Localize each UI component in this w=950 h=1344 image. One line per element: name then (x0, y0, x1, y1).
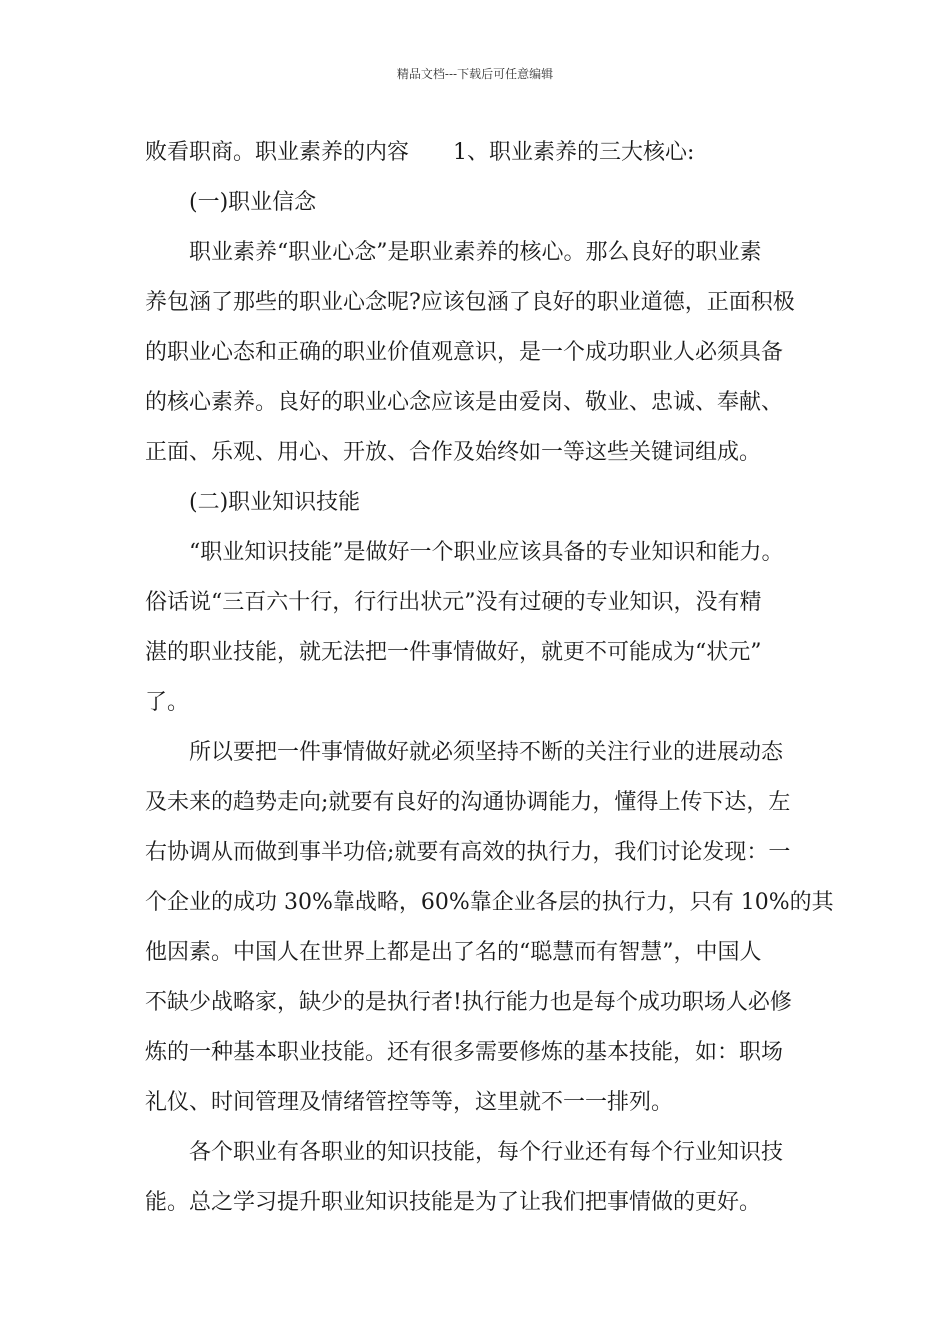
document-body (145, 128, 834, 1228)
paragraph-line: 各个职业有各职业的知识技能，每个行业还有每个行业知识技 (189, 1140, 784, 1165)
section-heading: (二)职业知识技能 (189, 490, 361, 515)
paragraph-line: 炼的一种基本职业技能。还有很多需要修炼的基本技能，如：职场 (145, 1040, 784, 1065)
paragraph-line: 右协调从而做到事半功倍;就要有高效的执行力，我们讨论发现：一 (145, 840, 791, 865)
paragraph-line: 个企业的成功 30%靠战略，60%靠企业各层的执行力，只有 10%的其 (145, 890, 834, 915)
paragraph-line: “职业知识技能”是做好一个职业应该具备的专业知识和能力。 (189, 540, 784, 565)
paragraph-line: 正面、乐观、用心、开放、合作及始终如一等这些关键词组成。 (145, 440, 762, 465)
text-segment: 1、职业素养的三大核心: (453, 140, 695, 165)
paragraph-line: 了。 (145, 690, 190, 715)
paragraph-line: 的核心素养。良好的职业心念应该是由爱岗、敬业、忠诚、奉献、 (145, 390, 784, 415)
paragraph-line: 不缺少战略家，缺少的是执行者!执行能力也是每个成功职场人必修 (145, 990, 792, 1015)
paragraph-line: 俗话说“三百六十行，行行出状元”没有过硬的专业知识，没有精 (145, 590, 762, 615)
paragraph-line: 养包涵了那些的职业心念呢?应该包涵了良好的职业道德，正面积极 (145, 290, 795, 315)
paragraph-line: 湛的职业技能，就无法把一件事情做好，就更不可能成为“状元” (145, 640, 762, 665)
section-heading: (一)职业信念 (189, 190, 317, 215)
paragraph-line: 礼仪、时间管理及情绪管控等等，这里就不一一排列。 (145, 1090, 674, 1115)
paragraph-line: 能。总之学习提升职业知识技能是为了让我们把事情做的更好。 (145, 1190, 762, 1215)
paragraph-line: 及未来的趋势走向;就要有良好的沟通协调能力，懂得上传下达，左 (145, 790, 791, 815)
text-segment: 败看职商。职业素养的内容 (145, 140, 410, 165)
text-line (145, 128, 813, 178)
paragraph-line: 所以要把一件事情做好就必须坚持不断的关注行业的进展动态 (189, 740, 784, 765)
paragraph-line: 的职业心态和正确的职业价值观意识，是一个成功职业人必须具备 (145, 340, 784, 365)
paragraph-line: 职业素养“职业心念”是职业素养的核心。那么良好的职业素 (189, 240, 762, 265)
page-header: 精品文档---下载后可任意编辑 (396, 67, 554, 81)
paragraph-line: 他因素。中国人在世界上都是出了名的“聪慧而有智慧”，中国人 (145, 940, 762, 965)
